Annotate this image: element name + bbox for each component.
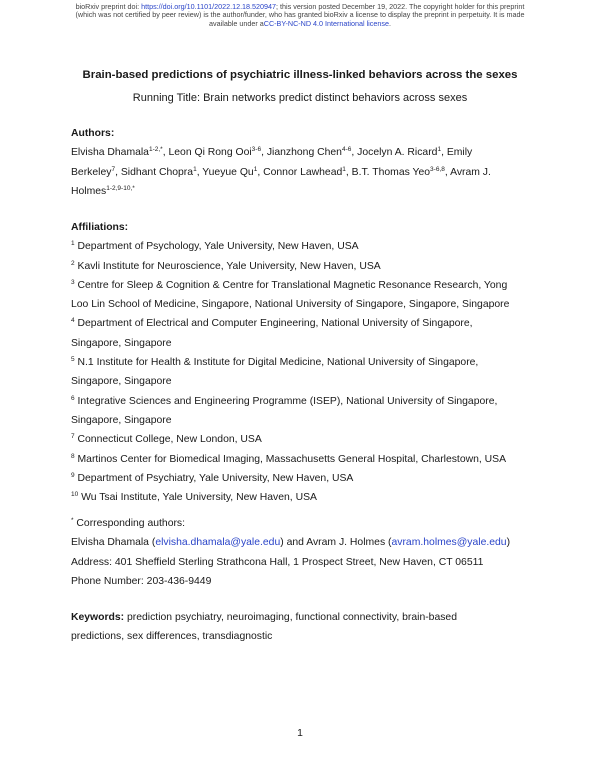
affiliation-item-10 [71,488,541,507]
affiliation-text: Connecticut College, New London, USA [77,434,262,446]
affiliation-number: 4 [71,317,75,325]
keywords-label: Keywords: [71,612,125,623]
affiliations-heading: Affiliations: [71,222,129,233]
affiliation-number: 1 [71,240,75,248]
affiliation-item-4 [71,314,541,333]
email-link-dhamala[interactable]: elvisha.dhamala@yale.edu [155,537,281,549]
authors-section [71,124,541,201]
authors-line-1: Elvisha Dhamala$^{1-2,*}$, Leon Qi Rong Ooi$^{3-6}$, Jianzhong Chen$^{4-6}$, Jocelyn A. Ricard$^1$, Emily [71,146,473,159]
preprint-header [0,3,600,28]
author-avram-first: Avram J. [450,166,491,178]
affiliation-item-5-cont [71,372,541,391]
author-avram-last: Holmes [71,185,107,197]
affiliation-item-3-cont [71,295,541,314]
affiliation-number: 5 [71,356,75,364]
affiliations-section [71,218,541,507]
affiliation-item-1 [71,237,541,256]
running-title: Running Title: Brain networks predict distinct behaviors across sexes [132,92,468,104]
corresponding-label: * Corresponding authors: [71,517,186,529]
author-emily-first: Emily [446,147,473,159]
page-number: 1 [297,728,303,739]
license-link[interactable]: CC-BY-NC-ND 4.0 International license [263,18,389,28]
affiliation-item-7 [71,430,541,449]
corresponding-phone: Phone Number: 203-436-9449 [71,575,212,587]
affiliation-text: Integrative Sciences and Engineering Programme (ISEP), National University of Singapore, [77,395,498,407]
keywords-section [71,608,541,647]
affiliation-item-5 [71,353,541,372]
affiliation-text: N.1 Institute for Health & Institute for Digital Medicine, National University of Singapore, [77,357,479,369]
affiliation-number: 3 [71,278,75,286]
keywords-line-1: Keywords: prediction psychiatry, neuroimaging, functional connectivity, brain-based [71,612,457,623]
header-line-3: available under aCC-BY-NC-ND 4.0 International license. [209,18,391,28]
affiliation-number: 6 [71,394,75,402]
affiliation-text: Singapore, Singapore [71,414,172,426]
authors-line-2: Berkeley$^7$, Sidhant Chopra$^1$, Yueyue Qu$^1$, Connor Lawhead$^1$, B.T. Thomas Yeo$^{3-6,8}$, Avram J. [71,165,491,178]
affiliation-number: 9 [71,471,75,479]
affiliation-number: 8 [71,452,75,460]
affiliation-item-6-cont [71,411,541,430]
affiliation-number: 7 [71,433,75,441]
affiliation-text: Singapore, Singapore [71,376,172,388]
affiliation-item-4-cont [71,334,541,353]
affiliation-text: Martinos Center for Biomedical Imaging, Massachusetts General Hospital, Charlestown, USA [77,453,507,465]
affiliation-text: Department of Electrical and Computer Engineering, National University of Singapore, [77,318,473,330]
paper-title: Brain-based predictions of psychiatric illness-linked behaviors across the sexes [82,69,518,81]
affiliation-text: Department of Psychology, Yale University, New Haven, USA [77,241,359,253]
corresponding-section [71,514,541,591]
affiliation-text: Singapore, Singapore [71,337,172,349]
corresponding-emails: Elvisha Dhamala (elvisha.dhamala@yale.edu) and Avram J. Holmes (avram.holmes@yale.edu) [71,537,511,549]
affiliation-text: Loo Lin School of Medicine, Singapore, National University of Singapore, Singapore, Singapore [71,299,510,311]
affiliation-text: Centre for Sleep & Cognition & Centre for Translational Magnetic Resonance Research, Yong [77,279,508,291]
email-link-holmes[interactable]: avram.holmes@yale.edu [391,537,507,549]
affiliation-item-2 [71,257,541,276]
doi-link[interactable]: https://doi.org/10.1101/2022.12.18.520947 [141,2,277,11]
affiliation-item-9 [71,469,541,488]
authors-line-3: Holmes$^{1-2,9-10,*}$ [71,184,135,197]
corresponding-address: Address: 401 Sheffield Sterling Strathcona Hall, 1 Prospect Street, New Haven, CT 06511 [71,556,484,568]
affiliation-text: Department of Psychiatry, Yale University, New Haven, USA [77,472,354,484]
author-emily-last: Berkeley [71,166,112,178]
affiliation-number: 10 [71,491,79,499]
affiliation-item-8 [71,450,541,469]
affiliation-text: Kavli Institute for Neuroscience, Yale University, New Haven, USA [77,260,381,272]
affiliation-number: 2 [71,259,75,267]
affiliation-item-6 [71,392,541,411]
authors-heading: Authors: [71,128,115,139]
affiliation-item-3 [71,276,541,295]
header-line-1: bioRxiv preprint doi: https://doi.org/10.1101/2022.12.18.520947; this version posted December 19, 2022. The copyright holder for this preprint [75,2,525,11]
keywords-line-2: predictions, sex differences, transdiagnostic [71,631,273,643]
affiliation-text: Wu Tsai Institute, Yale University, New Haven, USA [81,492,317,504]
header-line-2: (which was not certified by peer review) is the author/funder, who has granted bioRxiv a license to display the preprint in perpetuity. It is made [75,10,525,20]
